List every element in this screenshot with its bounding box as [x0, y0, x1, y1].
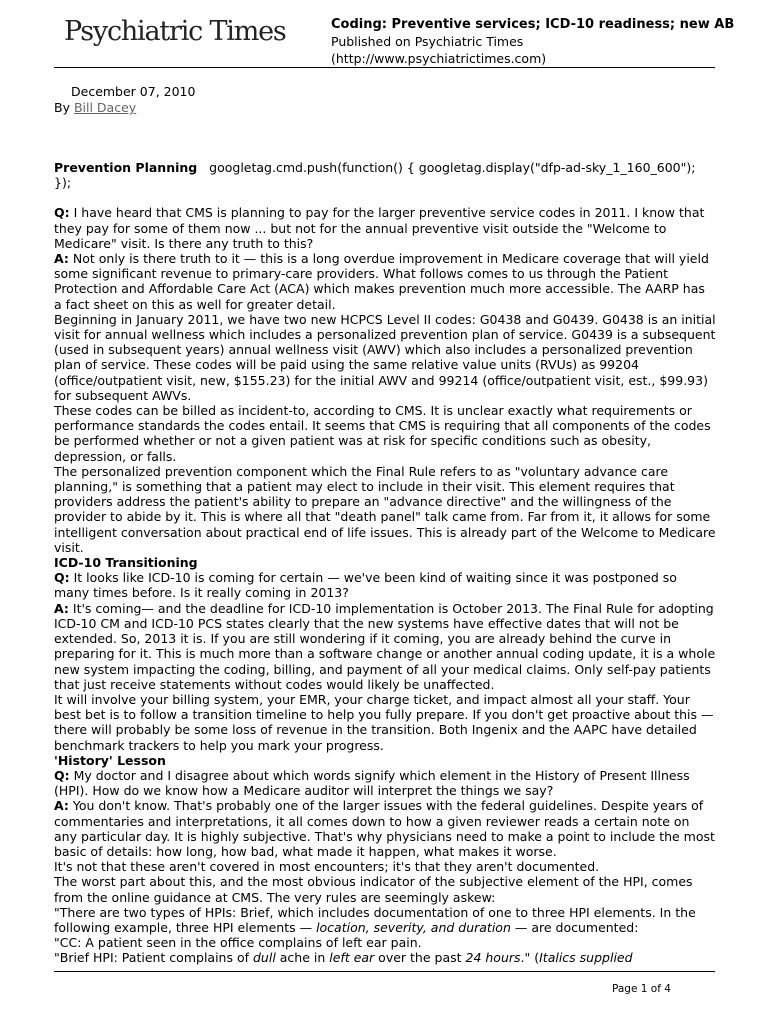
paragraph: The personalized prevention component which the Final Rule refers to as "voluntary advance care planning," is something that a patient may elect to include in their visit. This element requires that providers address the patient's ability to prepare an "advance directive" and the willingness of the provider to abide by it. This is where all that "death panel" talk came from. Far from it, it allows for some intelligent conversation about practical end of life issues. This is already part of the Welcome to Medicare visit. — [54, 463, 716, 555]
answer-1: A: Not only is there truth to it — this is a long overdue improvement in Medicare coverage that will yield some significant revenue to primary-care providers. What follows comes to us through the Patient Protection and Affordable Care Act (ACA) which makes prevention much more accessible. The AARP has a fact sheet on this as well for greater detail. — [54, 251, 709, 312]
published-line: Published on Psychiatric Times — [331, 34, 524, 49]
question-1: Q: I have heard that CMS is planning to pay for the larger preventive service codes in 2011. I know that they pay for some of them now ... but not for the annual preventive visit outside the "Welcome to Medicare" visit. Is there any truth to this? — [54, 205, 705, 251]
quote-paragraph: "CC: A patient seen in the office complains of left ear pain. — [54, 935, 422, 951]
question-2: Q: It looks like ICD-10 is coming for certain — we've been kind of waiting since it was postponed so many times before. Is it really coming in 2013? — [54, 570, 677, 601]
source-url: (http://www.psychiatrictimes.com) — [331, 51, 547, 66]
answer-3: A: You don't know. That's probably one of the larger issues with the federal guidelines. Despite years of commentaries and interpretations, it all comes down to how a given reviewer reads a certain note on any particular day. It is highly subjective. That's why physicians need to make a point to include the most basic of details: how long, how bad, what made it happen, what makes it worse. — [54, 798, 715, 859]
page-header — [331, 16, 734, 67]
page-number: Page 1 of 4 — [612, 983, 671, 995]
publication-logo: Psychiatric Times — [64, 16, 286, 47]
paragraph: It will involve your billing system, your EMR, your charge ticket, and impact almost all your staff. Your best bet is to follow a transition timeline to help you fully prepare. If you don't get proactive about this — there will probably be some loss of revenue in the transition. Both Ingenix and the AAPC have detailed benchmark trackers to help you mark your progress. — [54, 691, 714, 753]
answer-2: A: It's coming— and the deadline for ICD-10 implementation is October 2013. The Final Rule for adopting ICD-10 CM and ICD-10 PCS states clearly that the new systems have effective dates that will not be extended. So, 2013 it is. If you are still wondering if it coming, you are already behind the curve in preparing for it. This is much more than a software change or another annual coding update, it is a whole new system impacting the coding, billing, and payment of all your medical claims. Only self-pay patients that just receive statements without codes would likely be unaffected. — [54, 600, 716, 692]
footer-rule — [54, 971, 715, 972]
byline-prefix: By — [54, 100, 70, 115]
section-heading: Prevention Planning — [54, 160, 198, 175]
ad-script-text: googletag.cmd.push(function() { googletag.display("dfp-ad-sky_1_160_600"); }); — [54, 160, 696, 191]
section-heading: ICD-10 Transitioning — [54, 555, 198, 571]
quote-paragraph: "There are two types of HPIs: Brief, which includes documentation of one to three HPI elements. In the following example, three HPI elements — location, severity, and duration — are documented: — [54, 904, 696, 935]
quote-paragraph: "Brief HPI: Patient complains of dull ache in left ear over the past 24 hours." (Italics supplied — [54, 950, 633, 966]
publish-date: December 07, 2010 — [71, 84, 196, 99]
byline — [54, 100, 195, 116]
paragraph: The worst part about this, and the most obvious indicator of the subjective element of the HPI, comes from the online guidance at CMS. The very rules are seemingly askew: — [54, 874, 693, 905]
paragraph: These codes can be billed as incident-to, according to CMS. It is unclear exactly what requirements or performance standards the codes entail. It seems that CMS is requiring that all components of the codes be performed whether or not a given patient was at risk for specific conditions such as obesity, depression, or falls. — [54, 403, 711, 464]
question-3: Q: My doctor and I disagree about which words signify which element in the History of Present Illness (HPI). How do we know how a Medicare auditor will interpret the things we say? — [54, 767, 690, 799]
paragraph: It's not that these aren't covered in most encounters; it's that they aren't documented. — [54, 859, 600, 875]
intro-paragraph — [54, 160, 716, 190]
article-title: Coding: Preventive services; ICD-10 readiness; new AB — [331, 17, 735, 32]
article-body — [54, 160, 716, 966]
article-meta — [54, 84, 195, 116]
section-heading: 'History' Lesson — [54, 752, 166, 768]
author-link[interactable]: Bill Dacey — [73, 100, 137, 115]
paragraph: Beginning in January 2011, we have two new HCPCS Level II codes: G0438 and G0439. G0438 is an initial visit for annual wellness which includes a personalized prevention plan of service. G0439 is a subsequent (used in subsequent years) annual wellness visit (AWV) which also includes a personalized prevention plan of service. These codes will be paid using the same relative value units (RVUs) as 99204 (office/outpatient visit, new, $155.23) for the initial AWV and 99214 (office/outpatient visit, est., $99.93) for subsequent AWVs. — [54, 311, 716, 403]
header-rule — [54, 67, 715, 68]
